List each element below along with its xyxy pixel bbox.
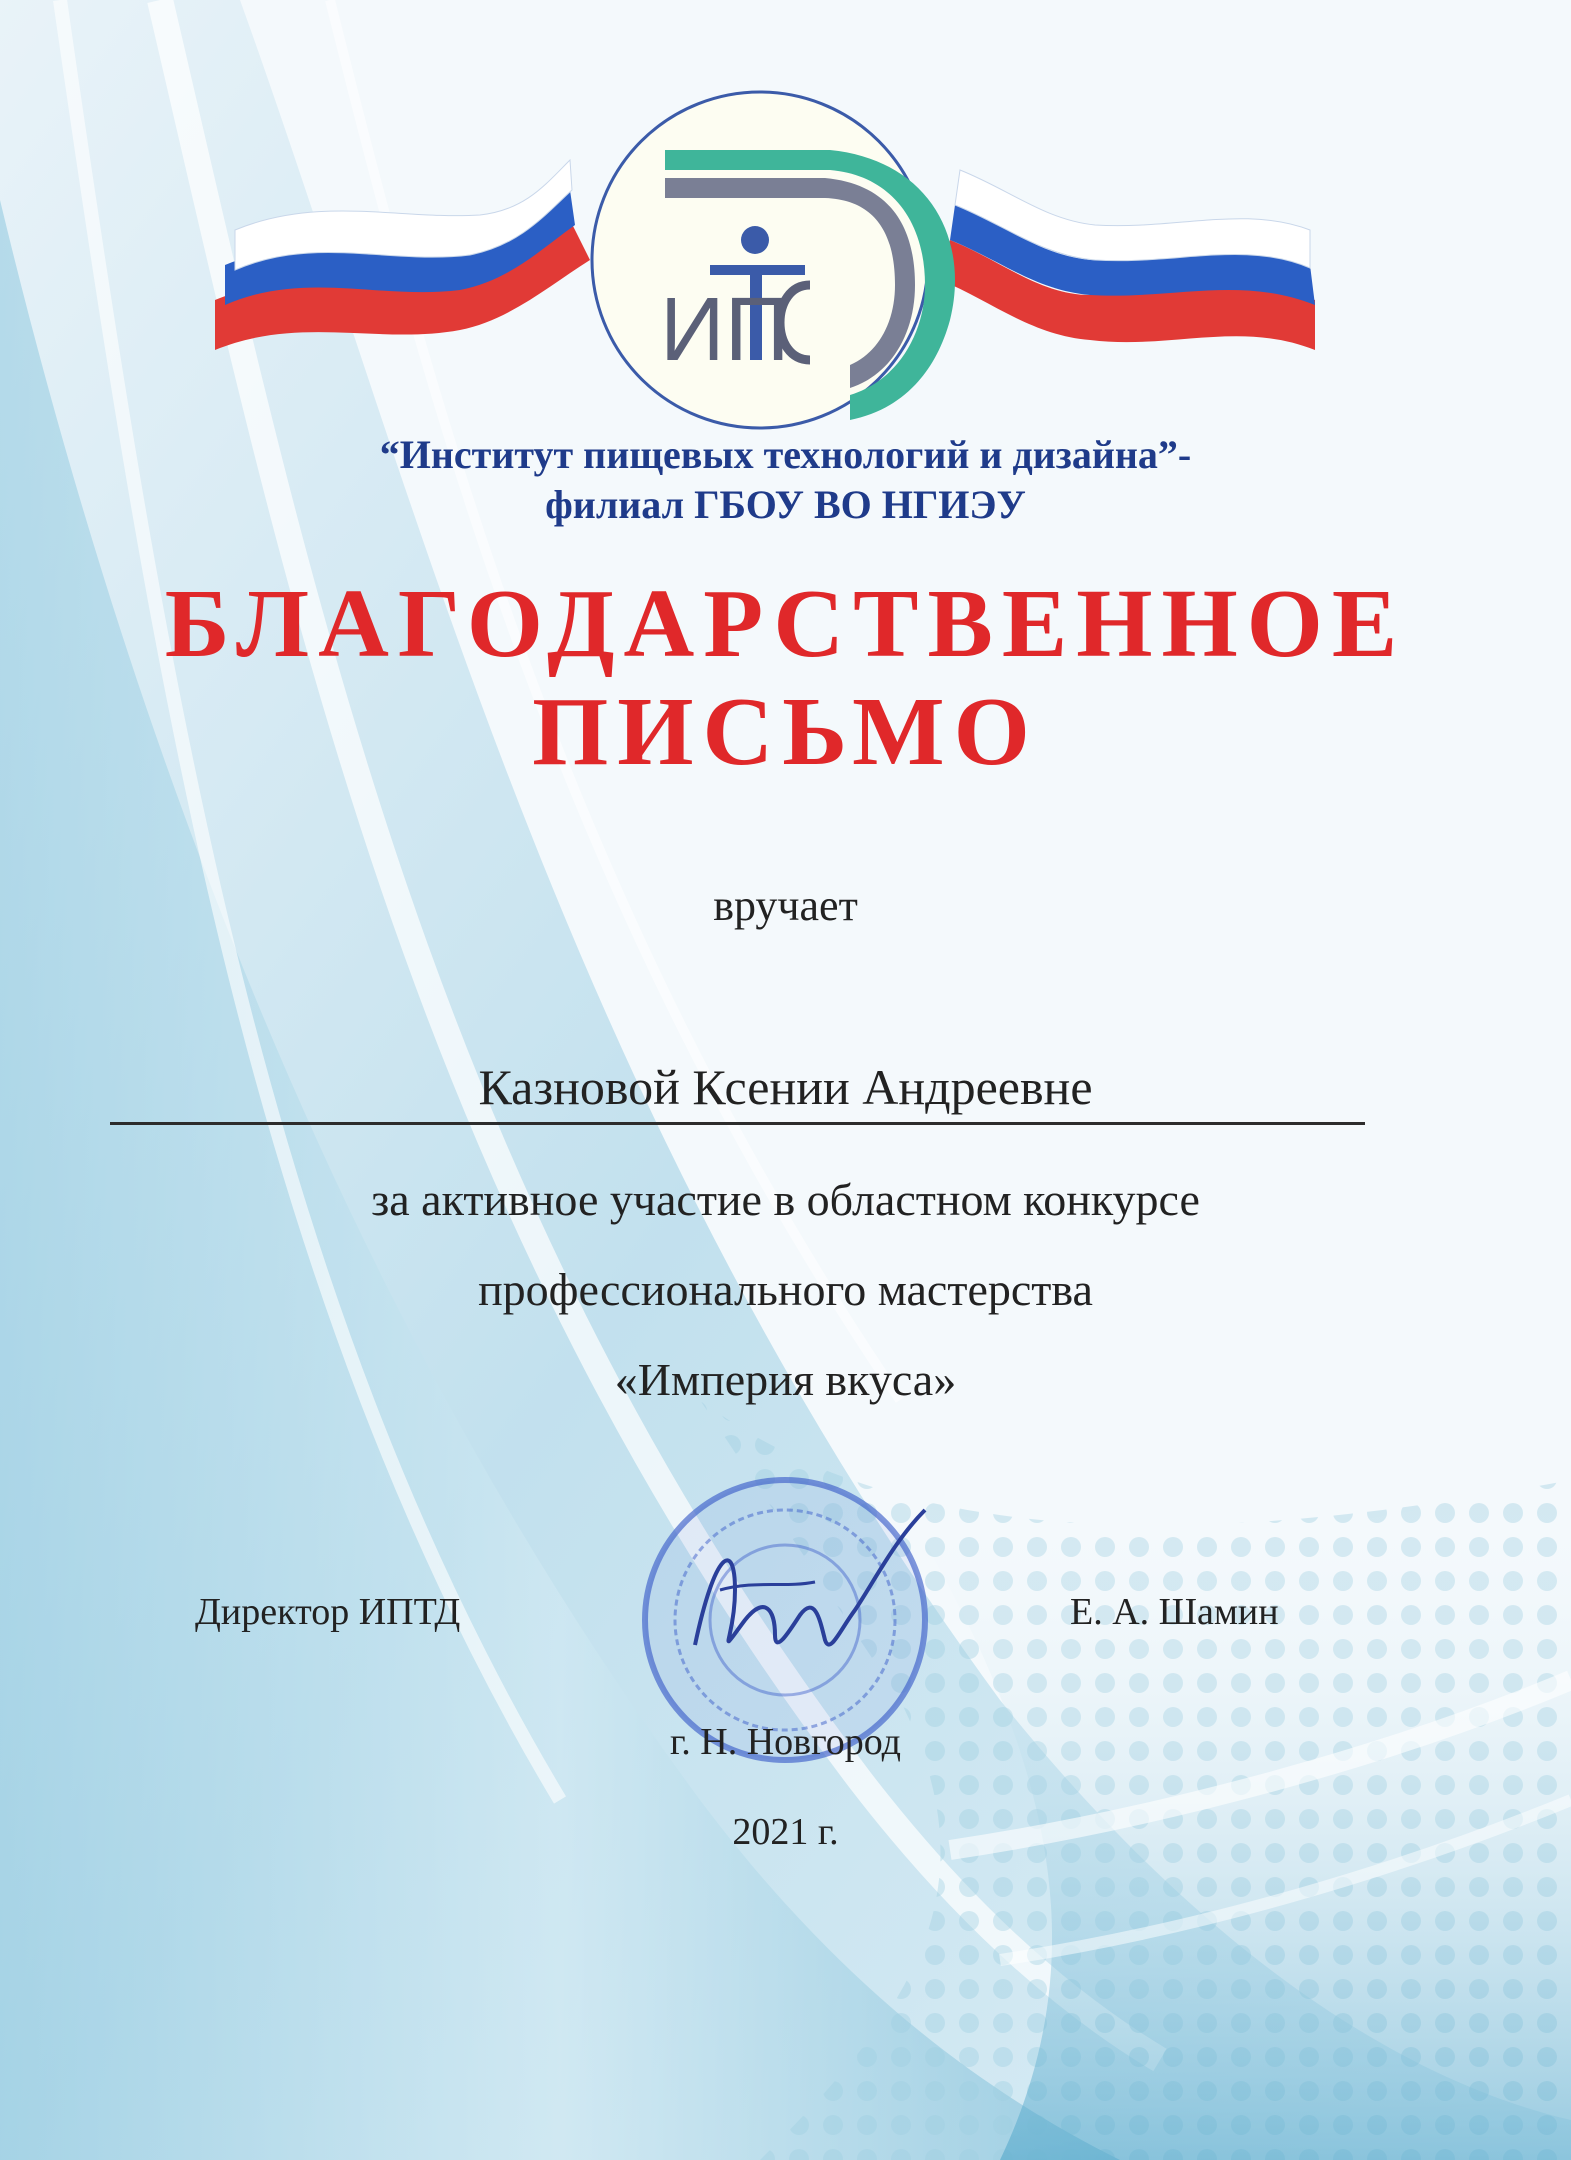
flag-ribbon-right [940,170,1315,350]
title-line-1: БЛАГОДАРСТВЕННОЕ [164,570,1407,678]
document-title [0,570,1571,786]
signer-position: Директор ИПТД [195,1591,461,1633]
reason-line-3: «Империя вкуса» [614,1354,957,1405]
reason-line-2: профессионального мастерства [478,1264,1093,1315]
signer-name: Е. А. Шамин [1070,1591,1279,1633]
institute-name [0,430,1571,530]
presents-text: вручает [713,881,858,930]
institute-line-2: филиал ГБОУ ВО НГИЭУ [545,482,1026,527]
logo-text: ИП [660,280,790,380]
recipient-underline [110,1122,1365,1125]
flag-ribbon-left [215,160,590,350]
reason-text [0,1155,1571,1425]
iptd-logo [210,90,1320,450]
title-line-2: ПИСЬМО [532,678,1039,786]
year: 2021 г. [732,1811,839,1853]
city: г. Н. Новгород [669,1721,901,1763]
reason-line-1: за активное участие в областном конкурсе [371,1174,1200,1225]
recipient-name: Казновой Ксении Андреевне [478,1059,1093,1115]
institute-line-1: “Институт пищевых технологий и дизайна”- [379,432,1192,477]
